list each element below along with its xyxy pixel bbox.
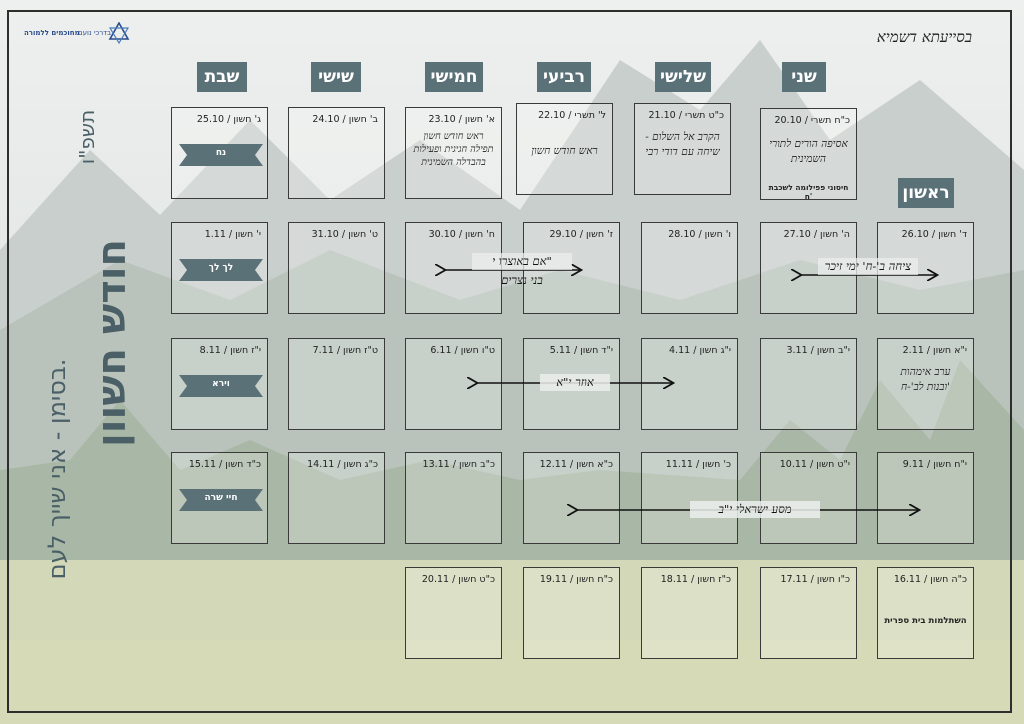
parasha-name: וירא: [212, 379, 230, 389]
logo-subtext: בדרכי נועם: [78, 29, 112, 37]
cell-date: י"ט חשון / 10.11: [779, 459, 850, 470]
day-header-sunday: ראשון: [898, 178, 954, 208]
cell-date: א' חשון / 23.10: [428, 114, 495, 125]
cell-date: כ' חשון / 11.11: [665, 459, 731, 470]
cell-date: ו' חשון / 28.10: [668, 229, 731, 240]
cell-date: י"ח חשון / 9.11: [902, 459, 967, 470]
cell-event: אסיפה הורים לתורי השמינית: [769, 138, 848, 165]
cell-date: ט"ו חשון / 6.11: [430, 345, 495, 356]
cell-event: ראש חודש חשון: [531, 145, 598, 157]
cell-date: כ"ו חשון / 17.11: [780, 574, 850, 585]
cell-date: ל' תשרי / 22.10: [538, 110, 606, 121]
cell-date: י"ג חשון / 4.11: [669, 345, 731, 356]
span-event-week3: מסע ישראלי י"ב: [690, 501, 820, 518]
cell-date: ב' חשון / 24.10: [312, 114, 378, 125]
cell-date: כ"ח חשון / 19.11: [539, 574, 613, 585]
cell-date: כ"ג חשון / 14.11: [307, 459, 378, 470]
cell-date: כ"ד חשון / 15.11: [188, 459, 261, 470]
cell-event: הקרב אל השלום - שיחה עם דודי רבי: [645, 131, 720, 158]
day-header-tuesday: שלישי: [655, 62, 711, 92]
cell-date: כ"ח תשרי / 20.10: [774, 115, 850, 126]
logo-text: מחוכמים ללמורה: [24, 29, 80, 37]
span-event-week1-left-line1: אם באוצרו י": [472, 253, 572, 270]
cell-date: ט"ז חשון / 7.11: [312, 345, 378, 356]
cell-date: כ"ה חשון / 16.11: [893, 574, 967, 585]
cell-event: ראש חודש חשון תפילה חגיגית ופעילות בהבדלה השמינית: [413, 131, 494, 168]
cell-date: כ"ב חשון / 13.11: [422, 459, 495, 470]
day-header-monday: שני: [782, 62, 826, 92]
parasha-name: חיי שרה: [204, 493, 238, 503]
day-header-thursday: חמישי: [425, 62, 483, 92]
day-header-friday: שישי: [311, 62, 361, 92]
parasha-name: נח: [215, 148, 227, 158]
header-besiyata: בסייעתא דשמיא: [876, 28, 972, 46]
cell-date: י"ז חשון / 8.11: [199, 345, 261, 356]
cell-date: י"ב חשון / 3.11: [786, 345, 850, 356]
cell-date: ה' חשון / 27.10: [783, 229, 850, 240]
day-header-wednesday: רביעי: [537, 62, 591, 92]
cell-event-note: חיסוני פפילומה לשכבת ח': [768, 183, 849, 201]
cell-date: י' חשון / 1.11: [204, 229, 261, 240]
cell-date: כ"ז חשון / 18.11: [660, 574, 731, 585]
span-event-week2: אוזר י"א: [540, 374, 610, 391]
cell-date: כ"א חשון / 12.11: [539, 459, 613, 470]
cell-event: ערב אימהות ובנות לב'-ח': [900, 366, 951, 393]
cell-date: ג' חשון / 25.10: [196, 114, 261, 125]
title-subtitle: בסימן - אני שייך לעם.: [43, 358, 71, 580]
cell-date: ח' חשון / 30.10: [428, 229, 495, 240]
day-header-saturday: שבת: [197, 62, 247, 92]
cell-date: ט' חשון / 31.10: [311, 229, 378, 240]
cell-date: ד' חשון / 26.10: [901, 229, 967, 240]
title-main: חודש חשוון: [89, 239, 135, 447]
cell-date: י"ד חשון / 5.11: [549, 345, 613, 356]
parasha-name: לך לך: [208, 263, 234, 273]
cell-date: כ"ט תשרי / 21.10: [648, 110, 724, 121]
span-event-week1-right: ציחה ב'-ח' ימי זיכר: [818, 258, 918, 275]
cell-date: ז' חשון / 29.10: [549, 229, 613, 240]
cell-date: י"א חשון / 2.11: [902, 345, 967, 356]
cell-date: כ"ט חשון / 20.11: [421, 574, 495, 585]
title-year: תשפ"ו: [75, 109, 99, 165]
span-event-week1-left-line2: בני נצרים: [501, 273, 543, 287]
cell-event: השתלמות בית ספרית: [884, 616, 967, 626]
